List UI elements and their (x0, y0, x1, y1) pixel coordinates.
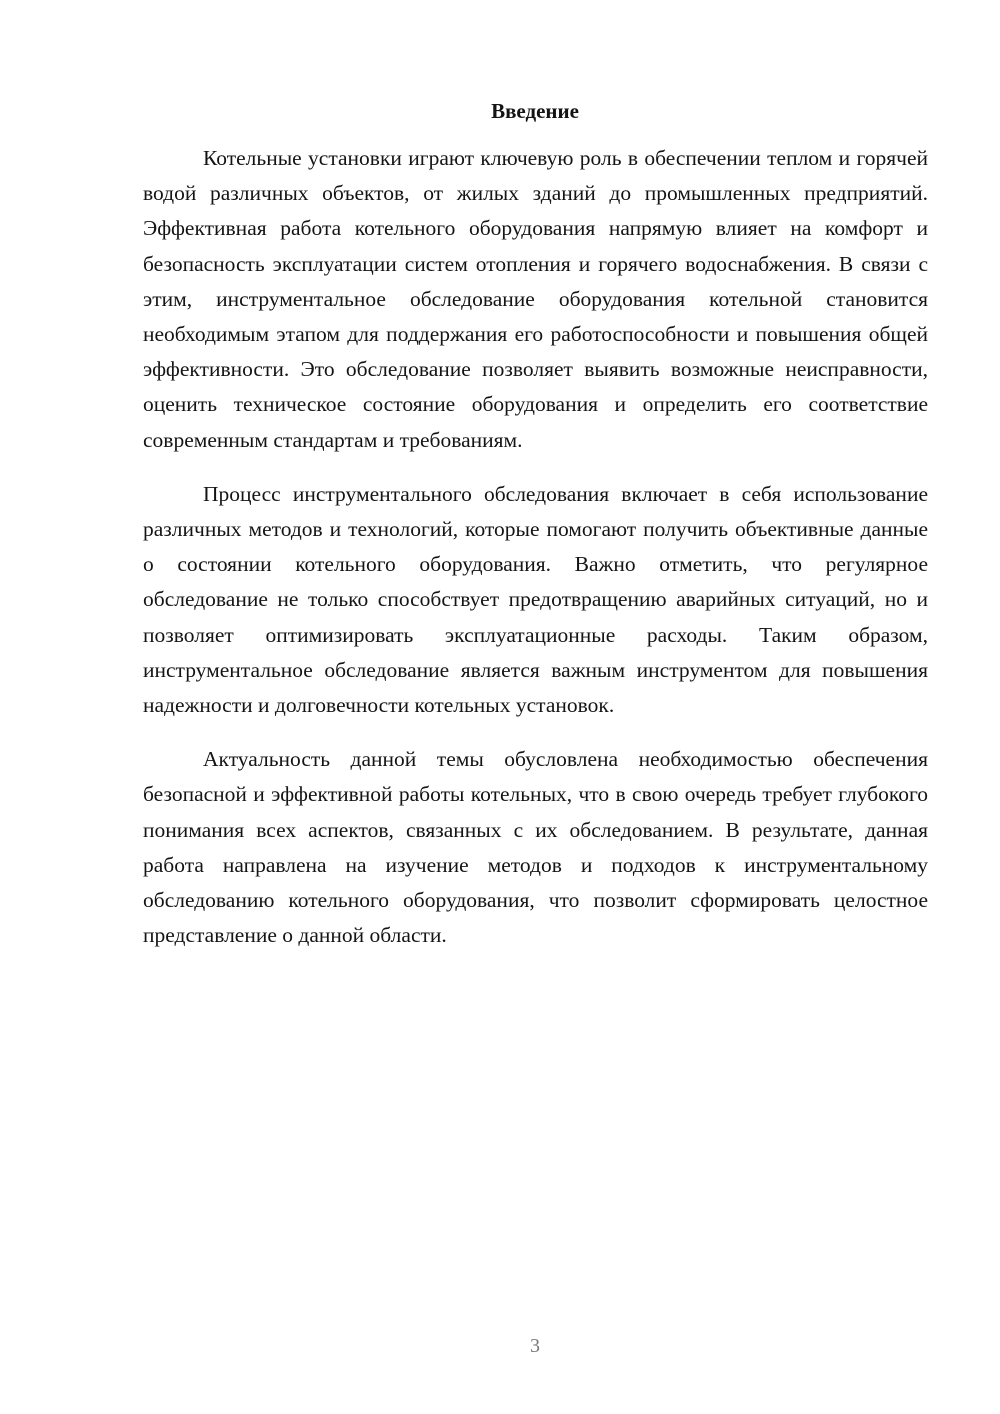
page-number: 3 (530, 1335, 540, 1357)
paragraph-1: Котельные установки играют ключевую роль в обеспечении теплом и горячей водой различных объектов, от жилых зданий до промышленных предприятий. Эффективная работа котельного оборудования напрямую влияет на комфорт и безопасность эксплуатации систем отопления и горячего водоснабжения. В связи с этим, инструментальное обследование оборудования котельной становится необходимым этапом для поддержания его работоспособности и повышения общей эффективности. Это обследование позволяет выявить возможные неисправности, оценить техническое состояние оборудования и определить его соответствие современным стандартам и требованиям. (143, 146, 928, 452)
paragraph-3: Актуальность данной темы обусловлена необходимостью обеспечения безопасной и эффективной работы котельных, что в свою очередь требует глубокого понимания всех аспектов, связанных с их обследованием. В результате, данная работа направлена на изучение методов и подходов к инструментальному обследованию котельного оборудования, что позволит сформировать целостное представление о данной области. (143, 747, 928, 948)
body-text (143, 141, 928, 972)
section-heading: Введение (491, 99, 579, 123)
paragraph-2: Процесс инструментального обследования включает в себя использование различных методов и технологий, которые помогают получить объективные данные о состоянии котельного оборудования. Важно отметить, что регулярное обследование не только способствует предотвращению аварийных ситуаций, но и позволяет оптимизировать эксплуатационные расходы. Таким образом, инструментальное обследование является важным инструментом для повышения надежности и долговечности котельных установок. (143, 481, 928, 718)
